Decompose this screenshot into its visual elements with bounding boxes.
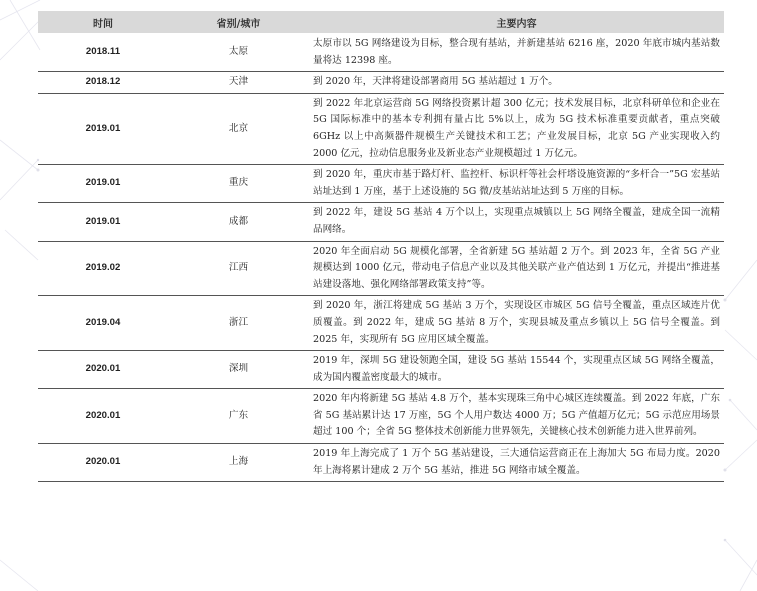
table-row bbox=[38, 241, 724, 296]
row-content: 到 2020 年，浙江将建成 5G 基站 3 万个，实现设区市城区 5G 信号全覆盖，重点区域连片优质覆盖。到 2022 年，建成 5G 基站 8 万个，实现县城及重点乡镇以上 5G 信号全覆盖。到 2025 年，实现所有 5G 应用区域全覆盖。 bbox=[309, 296, 724, 351]
table-row bbox=[38, 389, 724, 444]
row-city: 天津 bbox=[168, 72, 309, 94]
table-header-row bbox=[38, 11, 724, 34]
table-row bbox=[38, 444, 724, 482]
table-row bbox=[38, 351, 724, 389]
row-content: 2020 年内将新建 5G 基站 4.8 万个，基本实现珠三角中心城区连续覆盖。到 2022 年底，广东省 5G 基站累计达 17 万座，5G 个人用户数达 4000 万；5G 产值超万亿元；5G 示范应用场景超过 100 个；全省 5G 整体技术创新能力世界领先，关键核心技术创新能力进入世界前列。 bbox=[309, 389, 724, 444]
row-date: 2019.04 bbox=[38, 296, 168, 351]
table-row bbox=[38, 165, 724, 203]
header-content: 主要内容 bbox=[309, 11, 724, 34]
row-city: 江西 bbox=[168, 241, 309, 296]
row-city: 成都 bbox=[168, 203, 309, 241]
5g-policy-table bbox=[38, 11, 724, 482]
row-date: 2018.11 bbox=[38, 34, 168, 72]
row-content: 2019 年上海完成了 1 万个 5G 基站建设，三大通信运营商正在上海加大 5G 布局力度。2020 年上海将累计建成 2 万个 5G 基站，推进 5G 网络市域全覆盖。 bbox=[309, 444, 724, 482]
row-date: 2019.01 bbox=[38, 93, 168, 164]
table-row bbox=[38, 296, 724, 351]
row-city: 深圳 bbox=[168, 351, 309, 389]
table-row bbox=[38, 72, 724, 94]
row-content: 太原市以 5G 网络建设为目标，整合现有基站，并新建基站 6216 座，2020 年底市城内基站数量将达 12398 座。 bbox=[309, 34, 724, 72]
row-date: 2019.01 bbox=[38, 203, 168, 241]
row-content: 到 2022 年，建设 5G 基站 4 万个以上，实现重点城镇以上 5G 网络全覆盖，建成全国一流精品网络。 bbox=[309, 203, 724, 241]
row-date: 2020.01 bbox=[38, 389, 168, 444]
row-date: 2020.01 bbox=[38, 444, 168, 482]
row-date: 2018.12 bbox=[38, 72, 168, 94]
row-city: 北京 bbox=[168, 93, 309, 164]
row-city: 上海 bbox=[168, 444, 309, 482]
table-row bbox=[38, 34, 724, 72]
row-city: 太原 bbox=[168, 34, 309, 72]
row-date: 2019.01 bbox=[38, 165, 168, 203]
row-content: 到 2020 年，天津将建设部署商用 5G 基站超过 1 万个。 bbox=[309, 72, 724, 94]
row-content: 到 2020 年，重庆市基于路灯杆、监控杆、标识杆等社会杆塔设施资源的“多杆合一”5G 宏基站站址达到 1 万座，基于上述设施的 5G 微/皮基站站址达到 5 万座的目标。 bbox=[309, 165, 724, 203]
row-city: 重庆 bbox=[168, 165, 309, 203]
row-content: 2019 年，深圳 5G 建设领跑全国，建设 5G 基站 15544 个，实现重点区域 5G 网络全覆盖，成为国内覆盖密度最大的城市。 bbox=[309, 351, 724, 389]
row-city: 浙江 bbox=[168, 296, 309, 351]
table-row bbox=[38, 93, 724, 164]
row-content: 2020 年全面启动 5G 规模化部署，全省新建 5G 基站超 2 万个。到 2023 年，全省 5G 产业规模达到 1000 亿元，带动电子信息产业以及其他关联产业产值达到 1 万亿元，并提出“推进基站建设落地、强化网络部署政策支持”等。 bbox=[309, 241, 724, 296]
header-city: 省别/城市 bbox=[168, 11, 309, 34]
row-city: 广东 bbox=[168, 389, 309, 444]
row-date: 2019.02 bbox=[38, 241, 168, 296]
header-date: 时间 bbox=[38, 11, 168, 34]
row-date: 2020.01 bbox=[38, 351, 168, 389]
row-content: 到 2022 年北京运营商 5G 网络投资累计超 300 亿元；技术发展目标，北京科研单位和企业在 5G 国际标准中的基本专利拥有量占比 5%以上，成为 5G 技术标准重要贡献者，重点突破 6GHz 以上中高频器件规模生产关键技术和工艺；产业发展目标，北京 5G 产业实现收入约 2000 亿元，拉动信息服务业及新业态产业规模超过 1 万亿元。 bbox=[309, 93, 724, 164]
table-row bbox=[38, 203, 724, 241]
